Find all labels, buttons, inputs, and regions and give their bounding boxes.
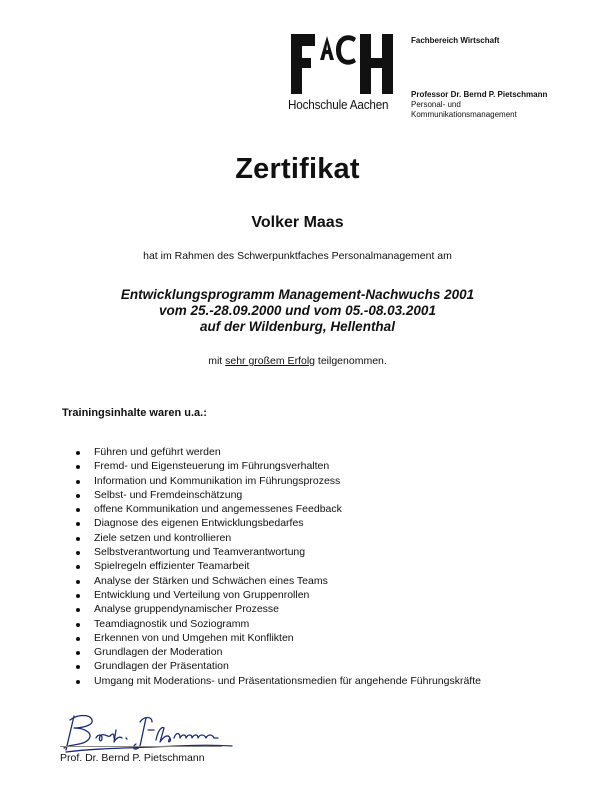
result-text <box>0 355 595 367</box>
training-item: Selbstverantwortung und Teamverantwortung <box>74 545 481 559</box>
training-item: Diagnose des eigenen Entwicklungsbedarfes <box>74 516 481 530</box>
recipient-name: Volker Maas <box>251 214 344 231</box>
training-list <box>74 445 481 688</box>
training-item: Grundlagen der Präsentation <box>74 659 481 673</box>
department-name: Fachbereich Wirtschaft <box>411 36 500 45</box>
training-item: Umgang mit Moderations- und Präsentationsmedien für angehende Führungskräfte <box>74 674 481 688</box>
result-suffix: teilgenommen. <box>315 355 387 367</box>
professor-name: Professor Dr. Bernd P. Pietschmann <box>411 90 548 99</box>
certificate-title: Zertifikat <box>235 153 360 185</box>
training-item: offene Kommunikation und angemessenes Feedback <box>74 502 481 516</box>
result-grade: sehr großem Erfolg <box>225 355 315 367</box>
training-item: Entwicklung und Verteilung von Gruppenrollen <box>74 588 481 602</box>
signer-name: Prof. Dr. Bernd P. Pietschmann <box>60 752 205 764</box>
professor-role-line2: Kommunikationsmanagement <box>411 110 517 119</box>
training-item: Fremd- und Eigensteuerung im Führungsverhalten <box>74 459 481 473</box>
handwritten-signature <box>56 708 236 756</box>
department-block <box>411 36 499 46</box>
training-item: Analyse der Stärken und Schwächen eines Teams <box>74 574 481 588</box>
university-logo <box>288 30 408 120</box>
signature-line <box>60 746 222 747</box>
professor-role-line1: Personal- und <box>411 100 461 109</box>
training-item: Teamdiagnostik und Soziogramm <box>74 617 481 631</box>
program-name: Entwicklungsprogramm Management-Nachwuchs 2001 <box>120 287 475 302</box>
university-name: Hochschule Aachen <box>288 97 389 112</box>
training-item: Erkennen von und Umgehen mit Konflikten <box>74 631 481 645</box>
training-item: Selbst- und Fremdeinschätzung <box>74 488 481 502</box>
program-location: auf der Wildenburg, Hellenthal <box>200 319 395 334</box>
program-block <box>0 287 595 335</box>
training-item: Grundlagen der Moderation <box>74 645 481 659</box>
training-item: Information und Kommunikation im Führungsprozess <box>74 474 481 488</box>
program-dates: vom 25.-28.09.2000 und vom 05.-08.03.2001 <box>159 303 436 318</box>
training-item: Spielregeln effizienter Teamarbeit <box>74 559 481 573</box>
training-item: Ziele setzen und kontrollieren <box>74 531 481 545</box>
training-heading: Trainingsinhalte waren u.a.: <box>62 407 207 419</box>
training-item: Führen und geführt werden <box>74 445 481 459</box>
professor-block <box>411 90 547 120</box>
training-item: Analyse gruppendynamischer Prozesse <box>74 602 481 616</box>
result-prefix: mit <box>208 355 226 367</box>
fach-logo-icon <box>288 30 396 96</box>
intro-text: hat im Rahmen des Schwerpunktfaches Personalmanagement am <box>143 250 452 262</box>
